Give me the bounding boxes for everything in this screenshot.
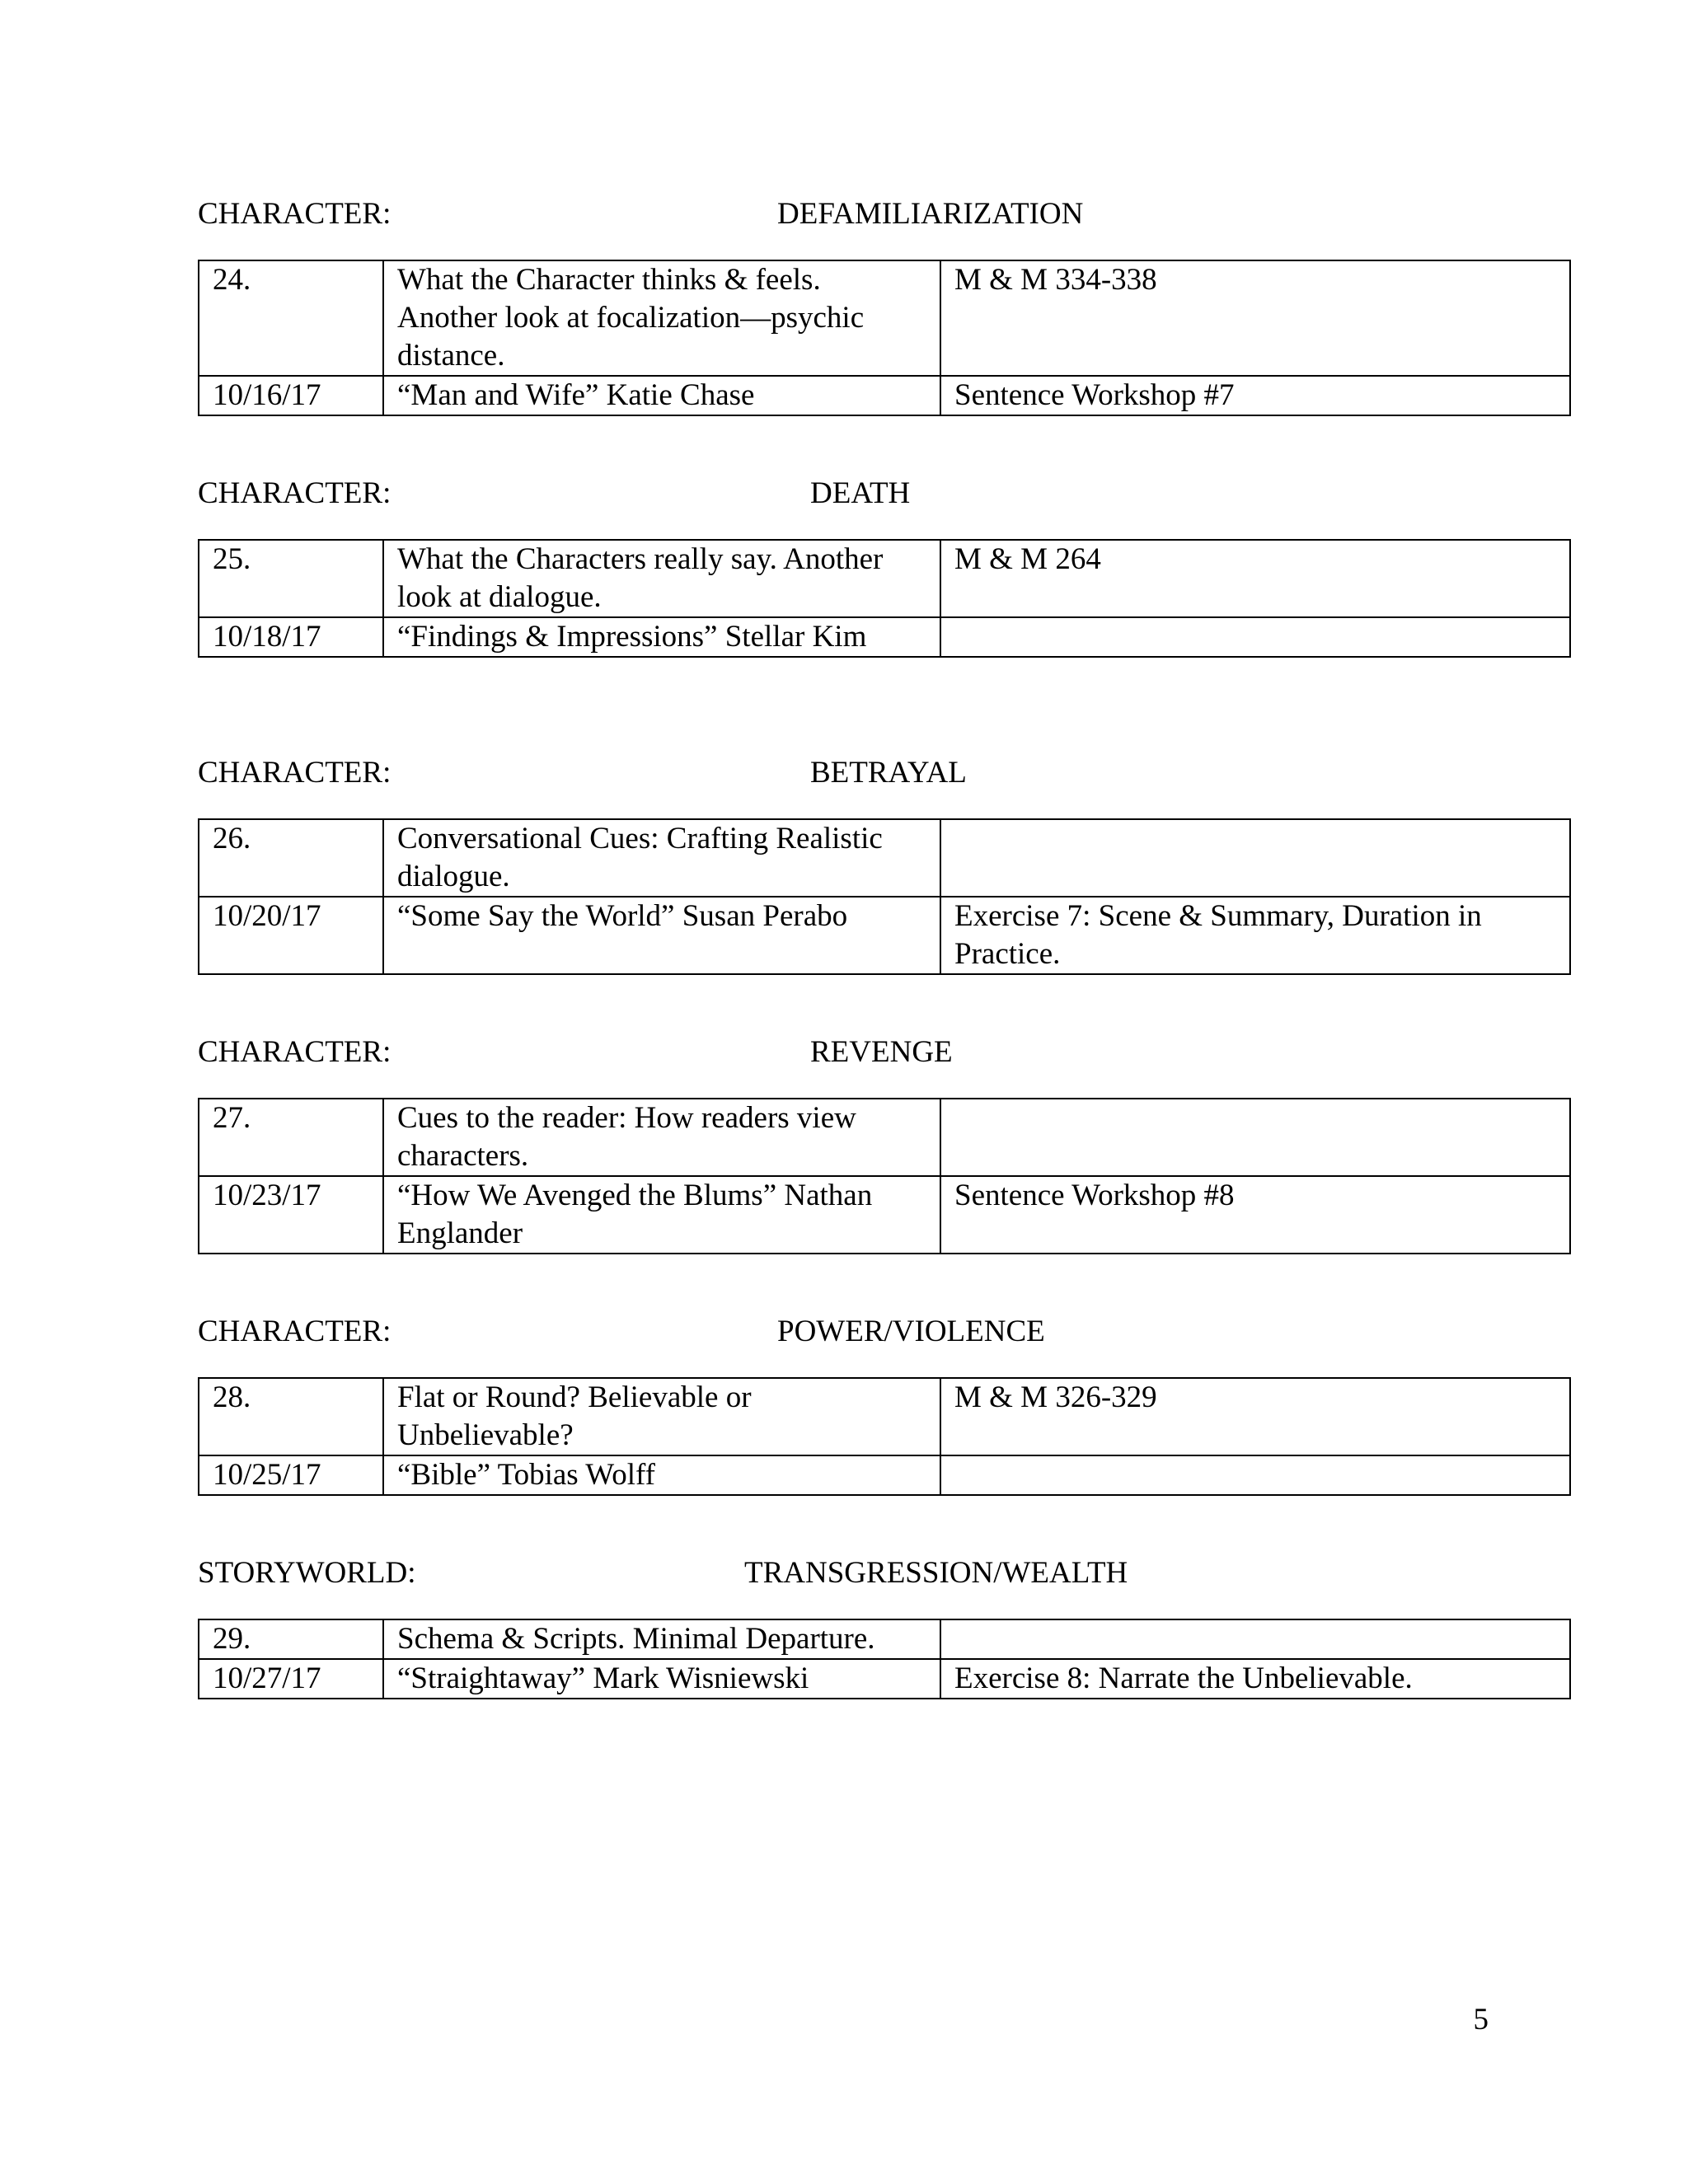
session-number: 29. <box>199 1619 383 1659</box>
table-row <box>199 1455 1570 1495</box>
section-theme: POWER/VIOLENCE <box>777 1315 1045 1348</box>
session-topic: Schema & Scripts. Minimal Departure. <box>383 1619 940 1659</box>
table-row <box>199 540 1570 617</box>
session-story: “How We Avenged the Blums” Nathan Englander <box>383 1176 940 1254</box>
session-number: 28. <box>199 1378 383 1455</box>
section-theme: REVENGE <box>810 1035 953 1069</box>
section-power-violence <box>198 1313 1485 1492</box>
table-row <box>199 1659 1570 1699</box>
section-theme: TRANSGRESSION/WEALTH <box>744 1556 1128 1590</box>
section-kind: CHARACTER: <box>198 197 392 231</box>
section-defamiliarization <box>198 195 1485 412</box>
table-row <box>199 819 1570 897</box>
session-date: 10/18/17 <box>199 617 383 657</box>
table-row <box>199 1378 1570 1455</box>
session-number: 24. <box>199 260 383 376</box>
session-assignment: Sentence Workshop #7 <box>940 376 1570 415</box>
section-kind: CHARACTER: <box>198 476 392 510</box>
session-reading: M & M 334-338 <box>940 260 1570 376</box>
session-reading <box>940 819 1570 897</box>
session-date: 10/23/17 <box>199 1176 383 1254</box>
session-number: 25. <box>199 540 383 617</box>
session-date: 10/20/17 <box>199 897 383 974</box>
section-theme: DEATH <box>810 476 911 510</box>
session-story: “Bible” Tobias Wolff <box>383 1455 940 1495</box>
session-number: 27. <box>199 1099 383 1176</box>
section-kind: CHARACTER: <box>198 756 392 790</box>
section-heading <box>198 1554 1485 1592</box>
section-theme: DEFAMILIARIZATION <box>777 197 1084 231</box>
section-heading <box>198 195 1485 233</box>
session-topic: Cues to the reader: How readers view characters. <box>383 1099 940 1176</box>
page-number: 5 <box>1473 2003 1489 2036</box>
session-story: “Some Say the World” Susan Perabo <box>383 897 940 974</box>
table-row <box>199 260 1570 376</box>
entry-table <box>198 1098 1571 1254</box>
session-story: “Straightaway” Mark Wisniewski <box>383 1659 940 1699</box>
session-assignment: Exercise 8: Narrate the Unbelievable. <box>940 1659 1570 1699</box>
section-death <box>198 475 1485 654</box>
session-reading: M & M 264 <box>940 540 1570 617</box>
session-reading <box>940 1619 1570 1659</box>
table-row <box>199 617 1570 657</box>
session-assignment: Exercise 7: Scene & Summary, Duration in Practice. <box>940 897 1570 974</box>
session-topic: Conversational Cues: Crafting Realistic dialogue. <box>383 819 940 897</box>
session-date: 10/25/17 <box>199 1455 383 1495</box>
entry-table <box>198 260 1571 416</box>
section-heading <box>198 475 1485 513</box>
entry-table <box>198 1377 1571 1496</box>
section-revenge <box>198 1033 1485 1250</box>
table-row <box>199 376 1570 415</box>
session-date: 10/16/17 <box>199 376 383 415</box>
entry-table <box>198 1619 1571 1699</box>
section-heading <box>198 754 1485 792</box>
section-kind: STORYWORLD: <box>198 1556 416 1590</box>
session-number: 26. <box>199 819 383 897</box>
table-row <box>199 1176 1570 1254</box>
section-heading <box>198 1033 1485 1071</box>
session-topic: What the Characters really say. Another look at dialogue. <box>383 540 940 617</box>
session-date: 10/27/17 <box>199 1659 383 1699</box>
session-assignment <box>940 617 1570 657</box>
entry-table <box>198 539 1571 658</box>
section-betrayal <box>198 754 1485 971</box>
table-row <box>199 1099 1570 1176</box>
section-kind: CHARACTER: <box>198 1035 392 1069</box>
session-assignment <box>940 1455 1570 1495</box>
table-row <box>199 897 1570 974</box>
session-topic: Flat or Round? Believable or Unbelievable? <box>383 1378 940 1455</box>
session-reading <box>940 1099 1570 1176</box>
session-assignment: Sentence Workshop #8 <box>940 1176 1570 1254</box>
section-transgression-wealth <box>198 1554 1485 1695</box>
section-theme: BETRAYAL <box>810 756 967 790</box>
section-kind: CHARACTER: <box>198 1315 392 1348</box>
session-reading: M & M 326-329 <box>940 1378 1570 1455</box>
table-row <box>199 1619 1570 1659</box>
section-heading <box>198 1313 1485 1351</box>
session-topic: What the Character thinks & feels. Another look at focalization—psychic distance. <box>383 260 940 376</box>
entry-table <box>198 818 1571 975</box>
session-story: “Man and Wife” Katie Chase <box>383 376 940 415</box>
session-story: “Findings & Impressions” Stellar Kim <box>383 617 940 657</box>
